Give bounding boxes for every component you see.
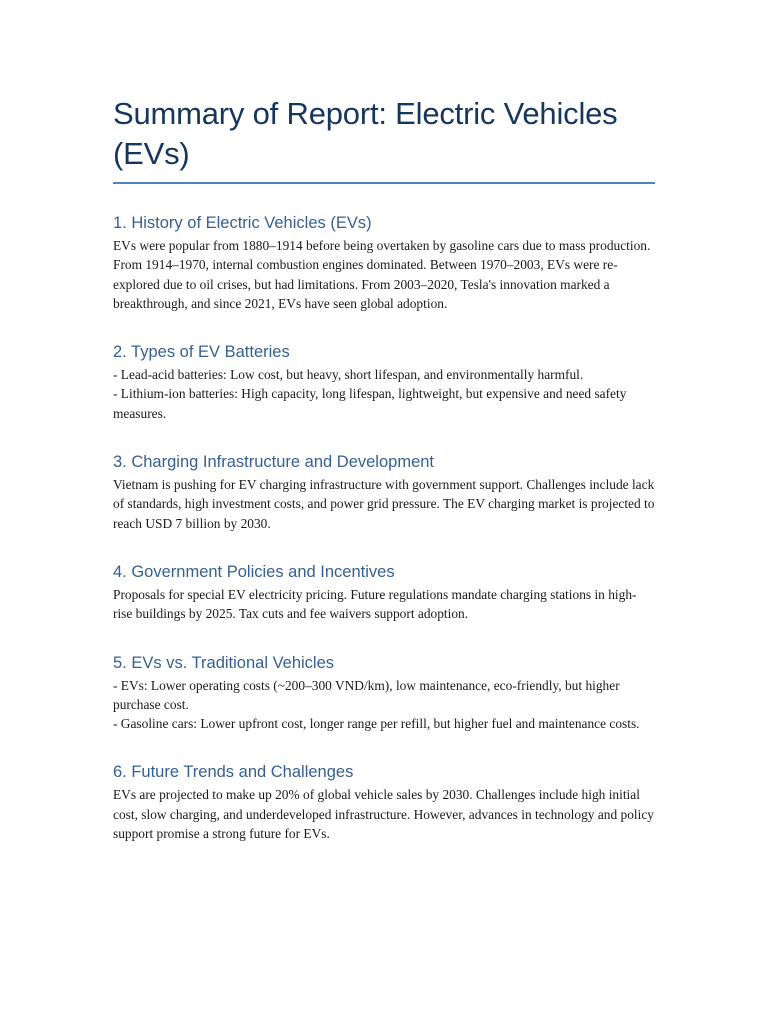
section-body (113, 676, 655, 734)
section-body (113, 236, 655, 313)
title-underline (113, 182, 655, 184)
section-paragraph: Proposals for special EV electricity pricing. Future regulations mandate charging stations in high-rise buildings by 2025. Tax cuts and fee waivers support adoption. (113, 586, 637, 622)
bullet-gasoline-cars: - Gasoline cars: Lower upfront cost, longer range per refill, but higher fuel and maintenance costs. (113, 716, 640, 732)
section-body (113, 475, 655, 533)
section-body (113, 365, 655, 423)
section-paragraph: EVs are projected to make up 20% of global vehicle sales by 2030. Challenges include high initial cost, slow charging, and underdeveloped infrastructure. However, advances in technology and policy support promise a strong future for EVs. (113, 787, 654, 842)
section-history (113, 212, 655, 313)
bullet-lead-acid: - Lead-acid batteries: Low cost, but heavy, short lifespan, and environmentally harmful. (113, 367, 584, 383)
section-paragraph: EVs were popular from 1880–1914 before being overtaken by gasoline cars due to mass production. From 1914–1970, internal combustion engines dominated. Between 1970–2003, EVs were re-explored due to oil crises, but had limitations. From 2003–2020, Tesla's innovation marked a breakthrough, and since 2021, EVs have seen global adoption. (113, 238, 651, 311)
section-heading: 2. Types of EV Batteries (113, 343, 290, 362)
section-heading: 6. Future Trends and Challenges (113, 763, 354, 782)
section-body (113, 785, 655, 843)
section-comparison (113, 652, 655, 734)
document-content (113, 94, 655, 843)
section-heading: 1. History of Electric Vehicles (EVs) (113, 214, 372, 232)
section-policies (113, 561, 655, 624)
section-body (113, 585, 655, 624)
section-batteries (113, 341, 655, 423)
section-heading: 3. Charging Infrastructure and Development (113, 453, 435, 472)
bullet-evs: - EVs: Lower operating costs (~200–300 VND/km), low maintenance, eco-friendly, but higher purchase cost. (113, 677, 620, 712)
document-title: Summary of Report: Electric Vehicles (EVs) (113, 96, 618, 171)
section-heading: 4. Government Policies and Incentives (113, 562, 395, 581)
section-heading: 5. EVs vs. Traditional Vehicles (113, 653, 335, 672)
section-charging (113, 451, 655, 533)
section-paragraph: Vietnam is pushing for EV charging infrastructure with government support. Challenges include lack of standards, high investment costs, and power grid pressure. The EV charging market is projected to reach USD 7 billion by 2030. (113, 477, 655, 531)
bullet-lithium-ion: - Lithium-ion batteries: High capacity, long lifespan, lightweight, but expensive and need safety measures. (113, 386, 627, 421)
section-future (113, 761, 655, 843)
